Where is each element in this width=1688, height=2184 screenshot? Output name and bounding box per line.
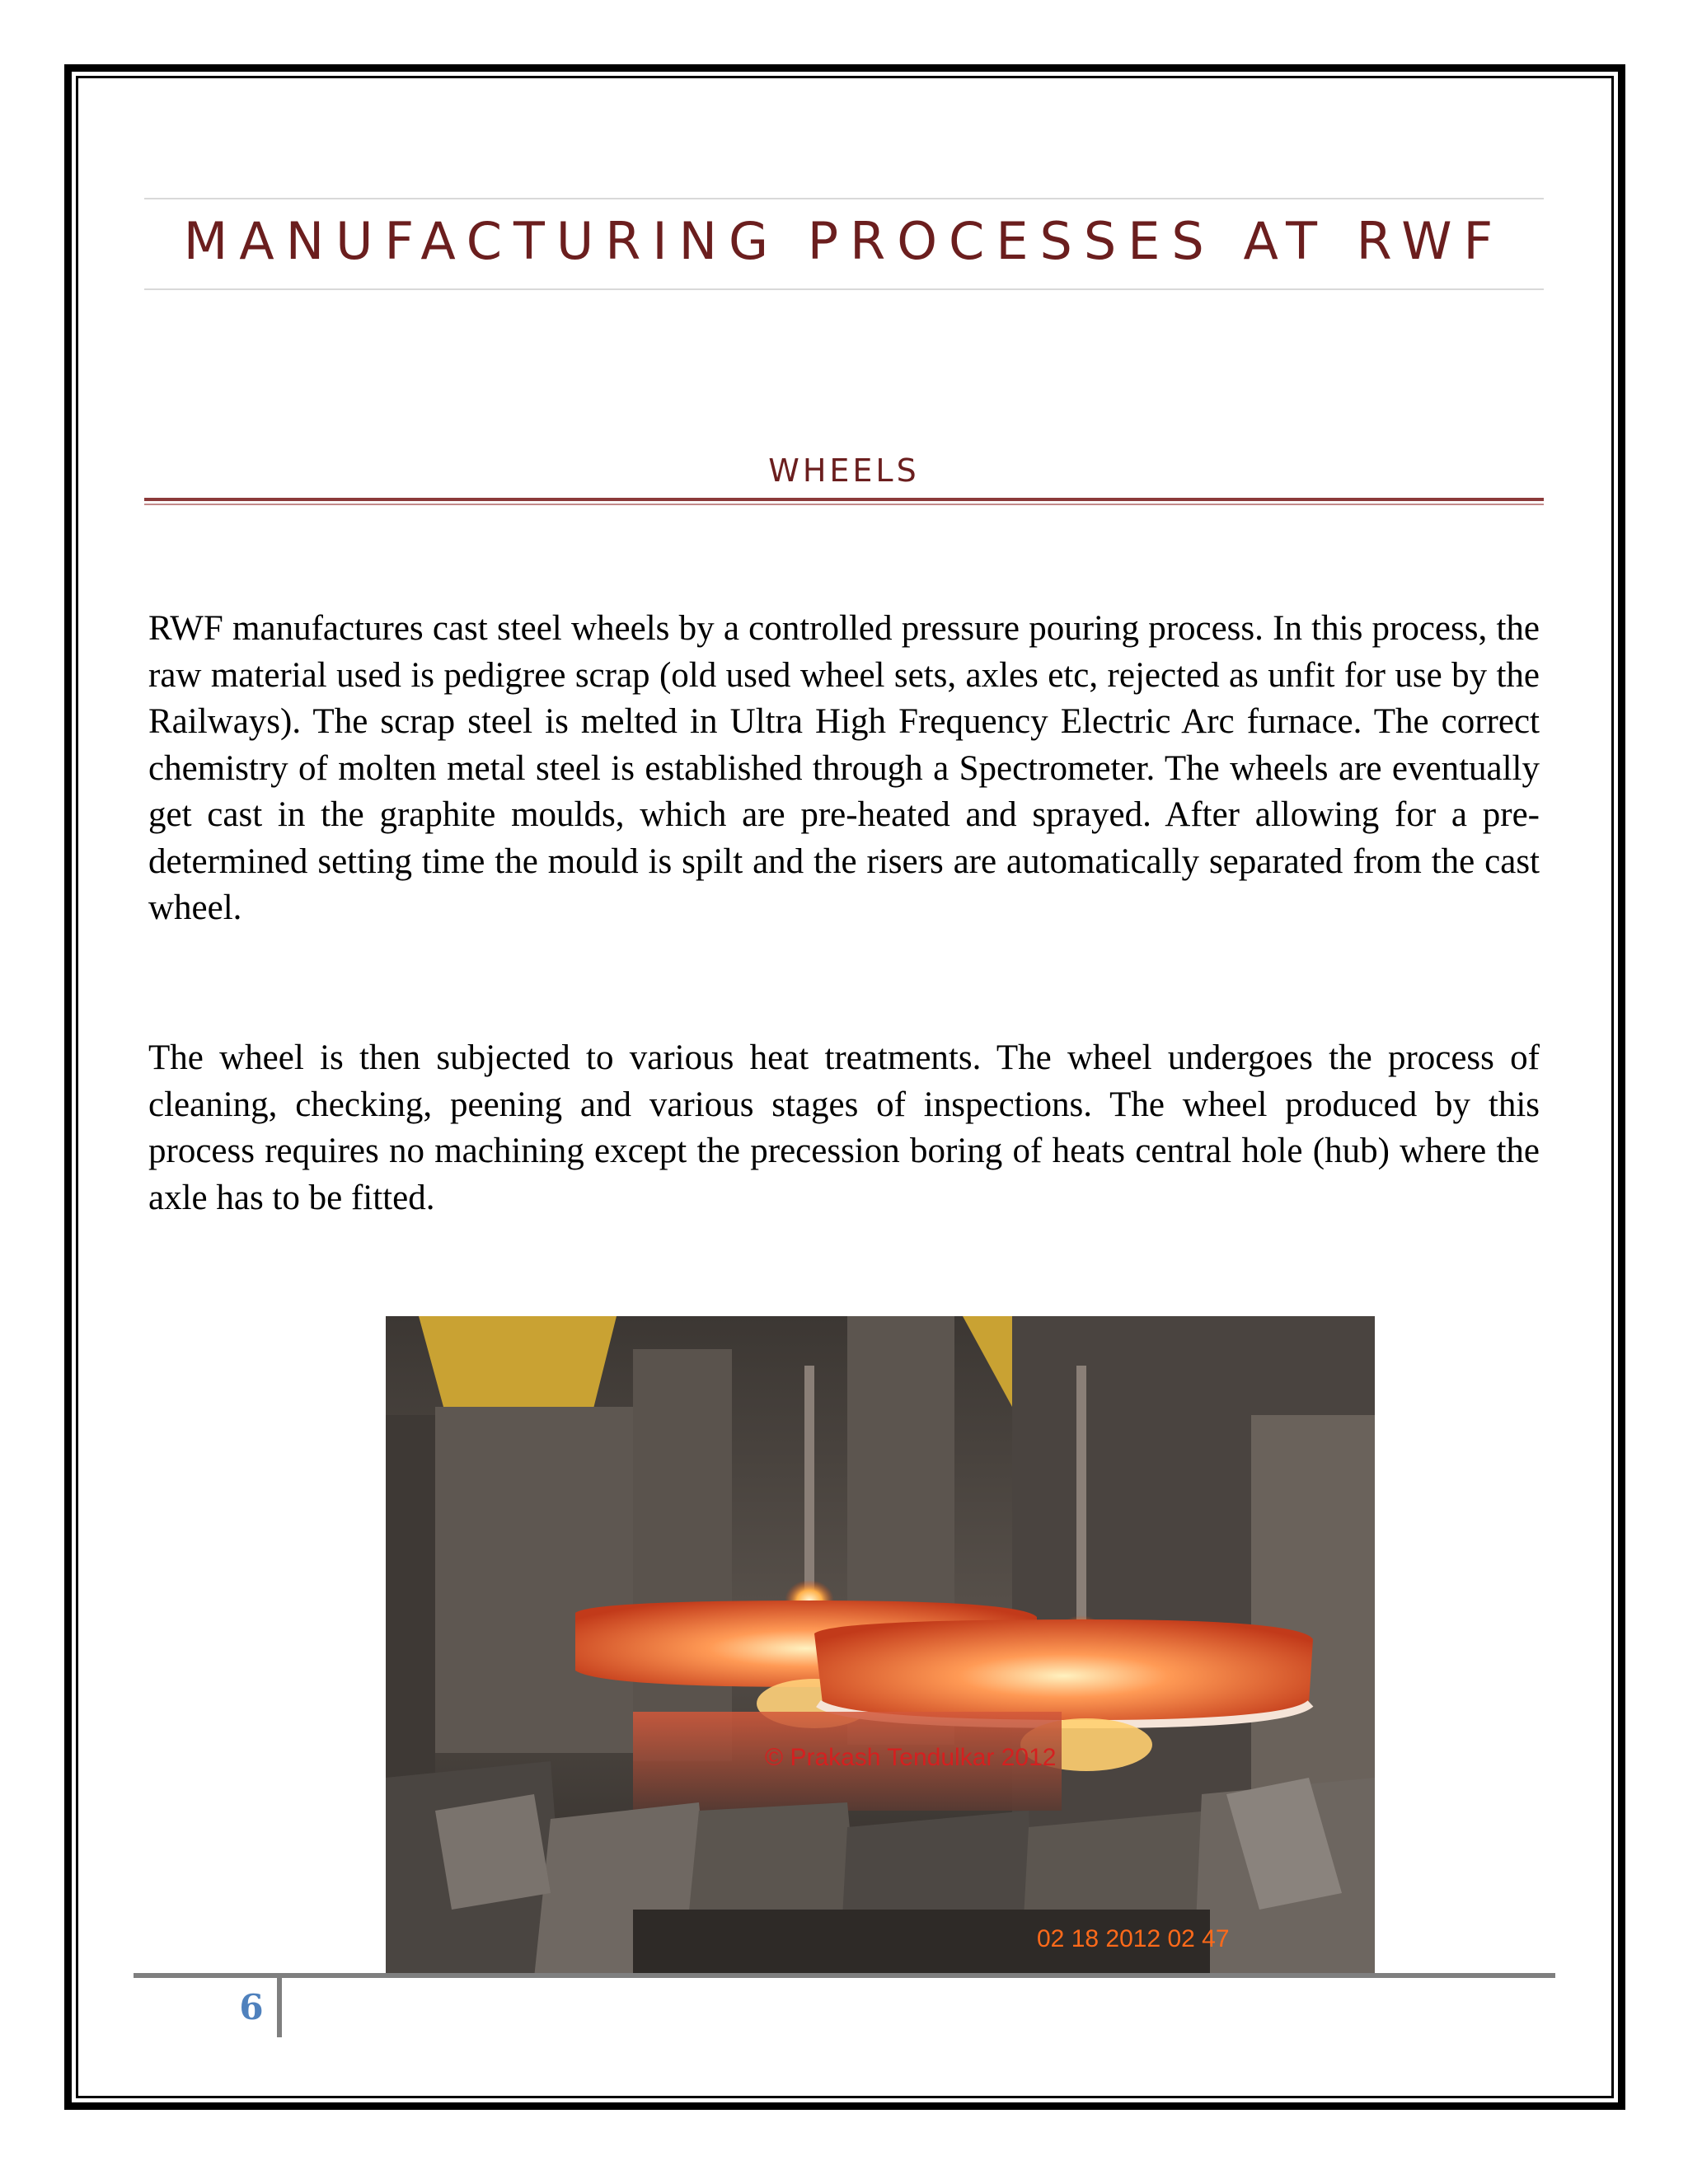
body-paragraph-2: The wheel is then subjected to various heat treatments. The wheel undergoes the process of cleaning, checking, peening and various stages of inspections. The wheel produced by this process requires no machining except the precession boring of heats central hole (hub) where the axle has to be fitted.: [148, 1038, 1540, 1217]
wheel-casting-photo: [386, 1316, 1375, 1978]
section-heading: WHEELS: [768, 452, 920, 489]
body-paragraph-1: RWF manufactures cast steel wheels by a controlled pressure pouring process. In this process, the raw material used is pedigree scrap (old used wheel sets, axles etc, rejected as unfit for use by the Railways). The scrap steel is melted in Ultra High Frequency Electric Arc furnace. The correct chemistry of molten metal steel is established through a Spectrometer. The wheels are eventually get cast in the graphite moulds, which are pre-heated and sprayed. After allowing for a pre-determined setting time the mould is spilt and the risers are automatically separated from the cast wheel.: [148, 609, 1540, 927]
footer-rule: [134, 1973, 1555, 1978]
title-rule-top: [144, 198, 1544, 199]
section-rule: [144, 498, 1544, 501]
photo-timestamp: 02 18 2012 02 47: [1037, 1925, 1230, 1952]
page-number: 6: [239, 1987, 264, 2027]
page-title: MANUFACTURING PROCESSES AT RWF: [183, 211, 1505, 271]
footer-separator: [277, 1978, 282, 2037]
section-rule-thin: [144, 504, 1544, 505]
title-rule-bottom: [144, 288, 1544, 290]
photo-watermark: © Prakash Tendulkar 2012: [765, 1744, 1057, 1771]
wheel-casting-illustration: [386, 1316, 1375, 1978]
